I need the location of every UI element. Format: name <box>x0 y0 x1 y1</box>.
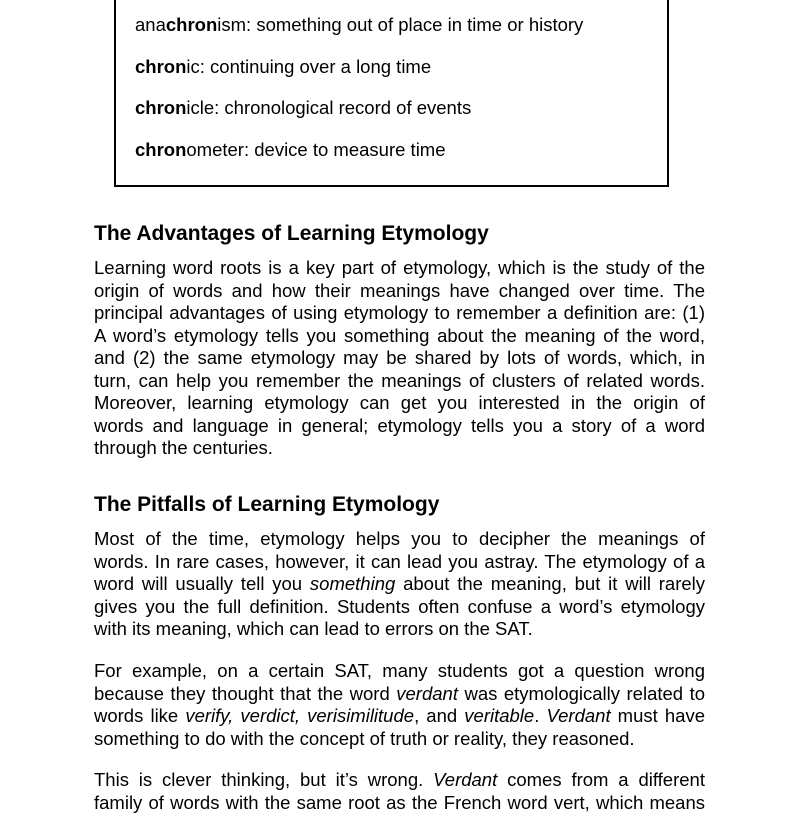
entry-root: chron <box>135 56 186 77</box>
paragraph-line: words. In rare cases, however, it can lead you astray. The etymology of a <box>94 551 705 574</box>
paragraph-line: through the centuries. <box>94 437 705 460</box>
word-root-box <box>114 0 669 187</box>
paragraph-line: Learning word roots is a key part of etymology, which is the study of the <box>94 257 705 280</box>
emphasis: Verdant <box>546 705 610 726</box>
entry-definition: ic: continuing over a long time <box>186 56 431 77</box>
text-run: . <box>534 705 546 726</box>
text-run: comes from a different <box>497 769 705 790</box>
entry-root: chron <box>166 14 217 35</box>
paragraph-line: origin of words and how their meanings have changed over time. The <box>94 280 705 303</box>
paragraph-line: For example, on a certain SAT, many students got a question wrong <box>94 660 705 683</box>
paragraph-line <box>94 683 705 706</box>
pitfalls-heading: The Pitfalls of Learning Etymology <box>94 492 439 518</box>
text-run: about the meaning, but it will rarely <box>395 573 705 594</box>
emphasis: verify, verdict, verisimilitude <box>185 705 414 726</box>
pitfalls-paragraph-1 <box>94 528 705 641</box>
entry-definition: ometer: device to measure time <box>186 139 445 160</box>
pitfalls-paragraph-2 <box>94 660 705 750</box>
paragraph-line <box>94 769 705 792</box>
paragraph-line: Moreover, learning etymology can get you interested in the origin of <box>94 392 705 415</box>
entry-root: chron <box>135 97 186 118</box>
root-entry-chronometer <box>135 139 446 161</box>
paragraph-line <box>94 573 705 596</box>
text-run: This is clever thinking, but it’s wrong. <box>94 769 433 790</box>
root-entry-anachronism <box>135 14 583 36</box>
emphasis: Verdant <box>433 769 497 790</box>
entry-root: chron <box>135 139 186 160</box>
paragraph-line: turn, can help you remember the meanings of clusters of related words. <box>94 370 705 393</box>
entry-prefix: ana <box>135 14 166 35</box>
text-run: was etymologically related to <box>458 683 705 704</box>
entry-definition: icle: chronological record of events <box>186 97 471 118</box>
text-run: because they thought that the word <box>94 683 396 704</box>
paragraph-line: family of words with the same root as the French word vert, which means <box>94 792 705 814</box>
entry-definition: ism: something out of place in time or history <box>217 14 583 35</box>
emphasis: verdant <box>396 683 458 704</box>
paragraph-line: words and language in general; etymology tells you a story of a word <box>94 415 705 438</box>
emphasis: veritable <box>464 705 534 726</box>
paragraph-line <box>94 705 705 728</box>
root-entry-chronic <box>135 56 431 78</box>
paragraph-line: gives you the full definition. Students often confuse a word’s etymology <box>94 596 705 619</box>
advantages-heading: The Advantages of Learning Etymology <box>94 221 489 247</box>
paragraph-line: A word’s etymology tells you something about the meaning of the word, <box>94 325 705 348</box>
text-run: , and <box>414 705 464 726</box>
paragraph-line: with its meaning, which can lead to errors on the SAT. <box>94 618 705 641</box>
text-run: words like <box>94 705 185 726</box>
text-run: word will usually tell you <box>94 573 310 594</box>
pitfalls-paragraph-3 <box>94 769 705 814</box>
text-run: must have <box>611 705 705 726</box>
advantages-paragraph <box>94 257 705 460</box>
paragraph-line: and (2) the same etymology may be shared by lots of words, which, in <box>94 347 705 370</box>
emphasis: something <box>310 573 395 594</box>
paragraph-line: Most of the time, etymology helps you to decipher the meanings of <box>94 528 705 551</box>
paragraph-line: something to do with the concept of truth or reality, they reasoned. <box>94 728 705 751</box>
root-entry-chronicle <box>135 97 471 119</box>
paragraph-line: principal advantages of using etymology to remember a definition are: (1) <box>94 302 705 325</box>
